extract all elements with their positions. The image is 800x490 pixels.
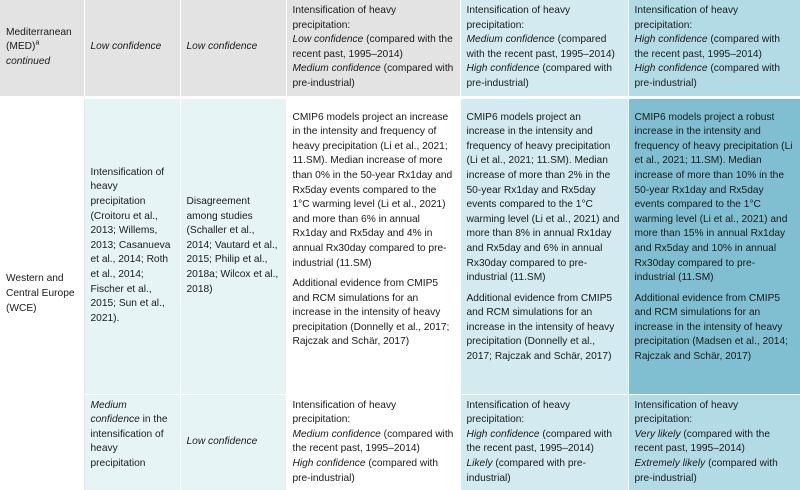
med-c3-ref2: (compared with pre-industrial) [292,63,454,89]
med-row [0,0,800,97]
med-region-name: Mediterranean (MED) [6,26,72,53]
wce-conf-c5-conf2: Extremely likely [634,457,706,469]
med-region-footnote: a [35,40,40,48]
wce-conf-c3-conf2: High confidence [292,457,366,469]
med-c4-ref1: (compared with the recent past, 1995–2014) [466,34,615,60]
med-c4-ref2: (compared with pre-industrial) [466,63,613,89]
wce-conf-c5-ref1: (compared with the recent past, 1995–2014) [634,428,771,455]
wce-c4-additional: Additional evidence from CMIP5 and RCM simulations for an increase in the intensity of heavy precipitation (Donnelly et al., 2017; Rajczak and Schär, 2017) [466,292,615,363]
wce-conf-c3-ref2: (compared with pre-industrial) [292,457,439,484]
wce-conf-c4-heading: Intensification of heavy precipitation: [466,399,571,426]
med-attribution-text: Low confidence [186,41,258,53]
wce-conf-c3-conf1: Medium confidence [292,428,381,440]
wce-attribution-cell [180,97,286,394]
med-c5-conf2: High confidence [634,63,708,75]
med-c5-ref2: (compared with pre-industrial) [634,63,781,89]
med-c3-conf2: Medium confidence [292,63,381,75]
med-region-cell [0,0,84,97]
wce-conf-attribution-text: Low confidence [186,436,258,448]
wce-projection-mid-cell [460,97,628,394]
med-c3-heading: Intensification of heavy precipitation: [292,5,397,31]
med-observed-cell [84,0,180,97]
wce-c5-additional: Additional evidence from CMIP5 and RCM simulations for an increase in the intensity of heavy precipitation (Madsen et al., 2014; Rajczak and Schär, 2017) [634,292,788,363]
wce-projection-high-cell [628,97,800,394]
med-observed-text: Low confidence [90,41,162,53]
wce-conf-high-cell [628,394,800,490]
wce-conf-recent-cell [286,394,460,490]
wce-attribution-text: Disagreement among studies (Schaller et al., 2014; Vautard et al., 2015; Philip et al., 2018a; Wilcox et al., 2018) [186,195,279,295]
med-continued-label: continued [6,56,51,68]
wce-conf-c4-ref2: (compared with pre-industrial) [466,457,586,484]
wce-region-name: Western and Central Europe (WCE) [6,273,75,314]
med-c5-conf1: High confidence [634,34,708,46]
wce-conf-c4-conf1: High confidence [466,428,540,440]
med-c5-heading: Intensification of heavy precipitation: [634,5,739,31]
wce-conf-observed-cell [84,394,180,490]
med-projection-high-cell [628,0,800,97]
med-c3-conf1: Low confidence [292,34,364,46]
wce-conf-c5-heading: Intensification of heavy precipitation: [634,399,739,426]
wce-projection-recent-cell [286,97,460,394]
wce-conf-observed-rest: in the intensification of heavy precipitation [90,414,168,469]
med-projection-recent-cell [286,0,460,97]
med-projection-mid-cell [460,0,628,97]
wce-conf-c4-ref1: (compared with the recent past, 1995–2014) [466,428,613,455]
wce-c4-evidence: CMIP6 models project an increase in the intensity and frequency of heavy precipitation (Li et al., 2021; 11.SM). Median increase of more than 2% in the 50-year Rx1day and Rx5day events compared to the 1°C warming level (Li et al., 2021) and more than 8% in annual Rx1day and Rx5day and 6% in annual Rx30day compared to pre-industrial (11.SM) [466,111,620,284]
wce-conf-c3-ref1: (compared with the recent past, 1995–2014) [292,428,454,455]
wce-observed-text: Intensification of heavy precipitation (Croitoru et al., 2013; Willems, 2013; Casanueva et al., 2014; Roth et al., 2014; Fischer et al., 2015; Sun et al., 2021). [90,166,171,324]
wce-conf-attribution-cell [180,394,286,490]
wce-c3-additional: Additional evidence from CMIP5 and RCM simulations for an increase in the intensity of heavy precipitation (Donnelly et al., 2017; Rajczak and Schär, 2017) [292,278,450,348]
med-attribution-cell [180,0,286,97]
med-c4-conf1: Medium confidence [466,34,555,46]
med-c3-ref1: (compared with the recent past, 1995–2014) [292,34,453,60]
med-c5-ref1: (compared with the recent past, 1995–2014) [634,34,781,60]
wce-c5-evidence: CMIP6 models project a robust increase in the intensity and frequency of heavy precipitation (Li et al., 2021; 11.SM). Median increase of more than 10% in the 50-year Rx1day and Rx5day events compared to the 1°C warming level (Li et al., 2021) and more than 15% in annual Rx1day and Rx5day and 10% in annual Rx30day compared to pre-industrial (11.SM) [634,111,793,284]
wce-conf-c3-heading: Intensification of heavy precipitation: [292,399,397,426]
wce-confidence-row [0,394,800,490]
wce-evidence-row [0,97,800,394]
med-c4-conf2: High confidence [466,63,540,75]
wce-region-cell [0,97,84,490]
wce-conf-c5-ref2: (compared with pre-industrial) [634,457,778,484]
med-c4-heading: Intensification of heavy precipitation: [466,5,571,31]
wce-conf-mid-cell [460,394,628,490]
wce-conf-c5-conf1: Very likely [634,428,681,440]
wce-observed-cell [84,97,180,394]
wce-c3-evidence: CMIP6 models project an increase in the intensity and frequency of heavy precipitation (Li et al., 2021; 11.SM). Median increase of more than 0% in the 50-year Rx1day and Rx5day events compared to the 1°C warming level (Li et al., 2021) and more than 6% in annual Rx1day and Rx5day and 4% in annual Rx30day compared to pre-industrial (11.SM) [292,111,453,269]
wce-conf-observed-level: Medium confidence [90,399,140,426]
wce-conf-c4-conf2: Likely [466,457,493,469]
